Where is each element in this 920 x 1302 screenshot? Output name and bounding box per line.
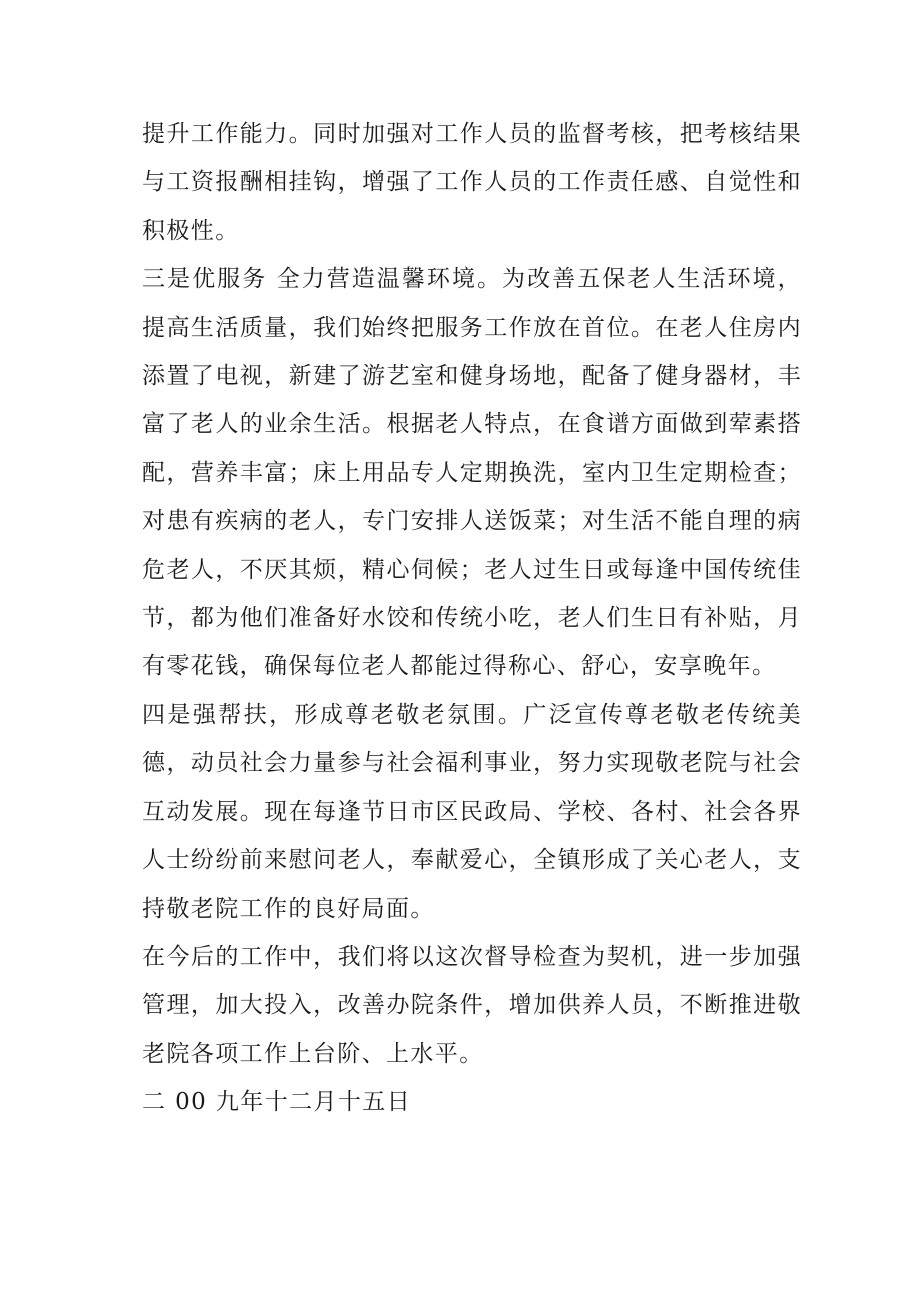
paragraph-strengthen-support: 四是强帮扶，形成尊老敬老氛围。广泛宣传尊老敬老传统美德，动员社会力量参与社会福利事业，努力实现敬老院与社会互动发展。现在每逢节日市区民政局、学校、各村、社会各界人士纷纷前来慰问老人，奉献爱心，全镇形成了关心老人，支持敬老院工作的良好局面。 [142,701,802,922]
paragraph-work-ability: 提升工作能力。同时加强对工作人员的监督考核，把考核结果与工资报酬相挂钩，增强了工作人员的工作责任感、自觉性和积极性。 [142,121,802,244]
document-date: 二 00 九年十二月十五日 [142,1089,412,1116]
document-body [142,110,802,1127]
paragraph-future-work: 在今后的工作中，我们将以这次督导检查为契机，进一步加强管理，加大投入，改善办院条件，增加供养人员，不断推进敬老院各项工作上台阶、上水平。 [142,943,802,1067]
paragraph-optimize-service: 三是优服务 全力营造温馨环境。为改善五保老人生活环境，提高生活质量，我们始终把服务工作放在首位。在老人住房内添置了电视，新建了游艺室和健身场地，配备了健身器材，丰富了老人的业余生活。根据老人特点，在食谱方面做到荤素搭配，营养丰富；床上用品专人定期换洗，室内卫生定期检查；对患有疾病的老人，专门安排人送饭菜；对生活不能自理的病危老人，不厌其烦，精心伺候；老人过生日或每逢中国传统佳节，都为他们准备好水饺和传统小吃，老人们生日有补贴，月有零花钱，确保每位老人都能过得称心、舒心，安享晚年。 [142,266,802,680]
